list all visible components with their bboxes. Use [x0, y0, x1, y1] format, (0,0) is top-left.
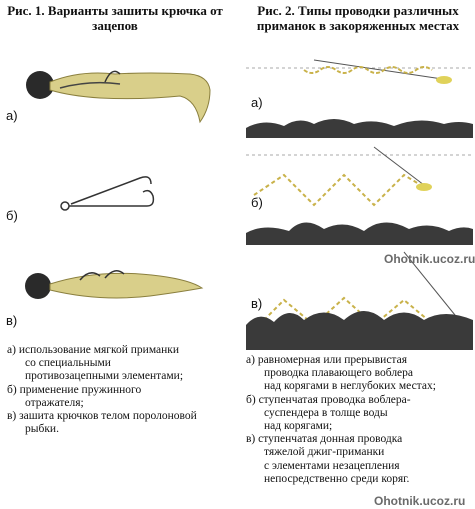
- fig2-caption-c-line2: тяжелой джиг-приманки: [264, 446, 385, 459]
- fig1-label-a: а): [6, 108, 18, 123]
- fig2-caption-b-line1: б) ступенчатая проводка воблера-: [246, 393, 411, 406]
- watermark-bottom: Ohotnik.ucoz.ru: [374, 494, 466, 508]
- fig1-caption-b-line1: б) применение пружинного: [7, 383, 142, 396]
- fig1-label-c: в): [6, 313, 18, 328]
- fig1-label-b: б): [6, 208, 18, 223]
- fig2-label-c: в): [251, 296, 263, 311]
- retrieve-diagram-a: [244, 58, 475, 138]
- fig1-caption-a-line1: а) использование мягкой приманки: [7, 344, 180, 356]
- fig2-caption-c-line4: непосредственно среди коряг.: [264, 472, 410, 485]
- retrieve-diagram-b: [244, 145, 475, 245]
- fig2-caption-a-line3: над корягами в неглубоких местах;: [264, 380, 436, 393]
- fig1-caption-a-line3: противозацепными элементами;: [25, 370, 184, 383]
- fig2-label-a: а): [251, 95, 263, 110]
- fig2-captions: [246, 354, 475, 486]
- spring-guard-hook-illustration: [55, 170, 165, 215]
- fig2-label-b: б): [251, 195, 263, 210]
- fig2-caption-b-line3: над корягами;: [264, 420, 333, 433]
- fig2-caption-c-line3: с элементами незацепления: [264, 459, 400, 472]
- watermark-top: Ohotnik.ucoz.ru: [384, 252, 475, 266]
- fig2-caption-b-line2: суспендера в толще воды: [264, 406, 388, 419]
- fig2-caption-c-line1: в) ступенчатая донная проводка: [246, 433, 403, 446]
- fig1-captions: [7, 344, 239, 436]
- fig1-caption-c-line1: в) зашита крючков телом поролоновой: [7, 410, 197, 423]
- fig1-caption-c-line2: рыбки.: [25, 423, 59, 436]
- fig1-caption-a-line2: со специальными: [25, 357, 111, 370]
- soft-lure-illustration: [20, 60, 235, 135]
- fig1-title: Рис. 1. Варианты зашиты крючка от зацепов: [7, 3, 223, 33]
- fig1-caption-b-line2: отражателя;: [25, 396, 84, 409]
- fig2-caption-a-line1: а) равномерная или прерывистая: [246, 354, 407, 366]
- fig2-caption-a-line2: проводка плавающего воблера: [264, 367, 414, 380]
- foam-fish-lure-illustration: [20, 262, 205, 312]
- fig2-title: Рис. 2. Типы проводки различных приманок в закоряженных местах: [256, 3, 460, 33]
